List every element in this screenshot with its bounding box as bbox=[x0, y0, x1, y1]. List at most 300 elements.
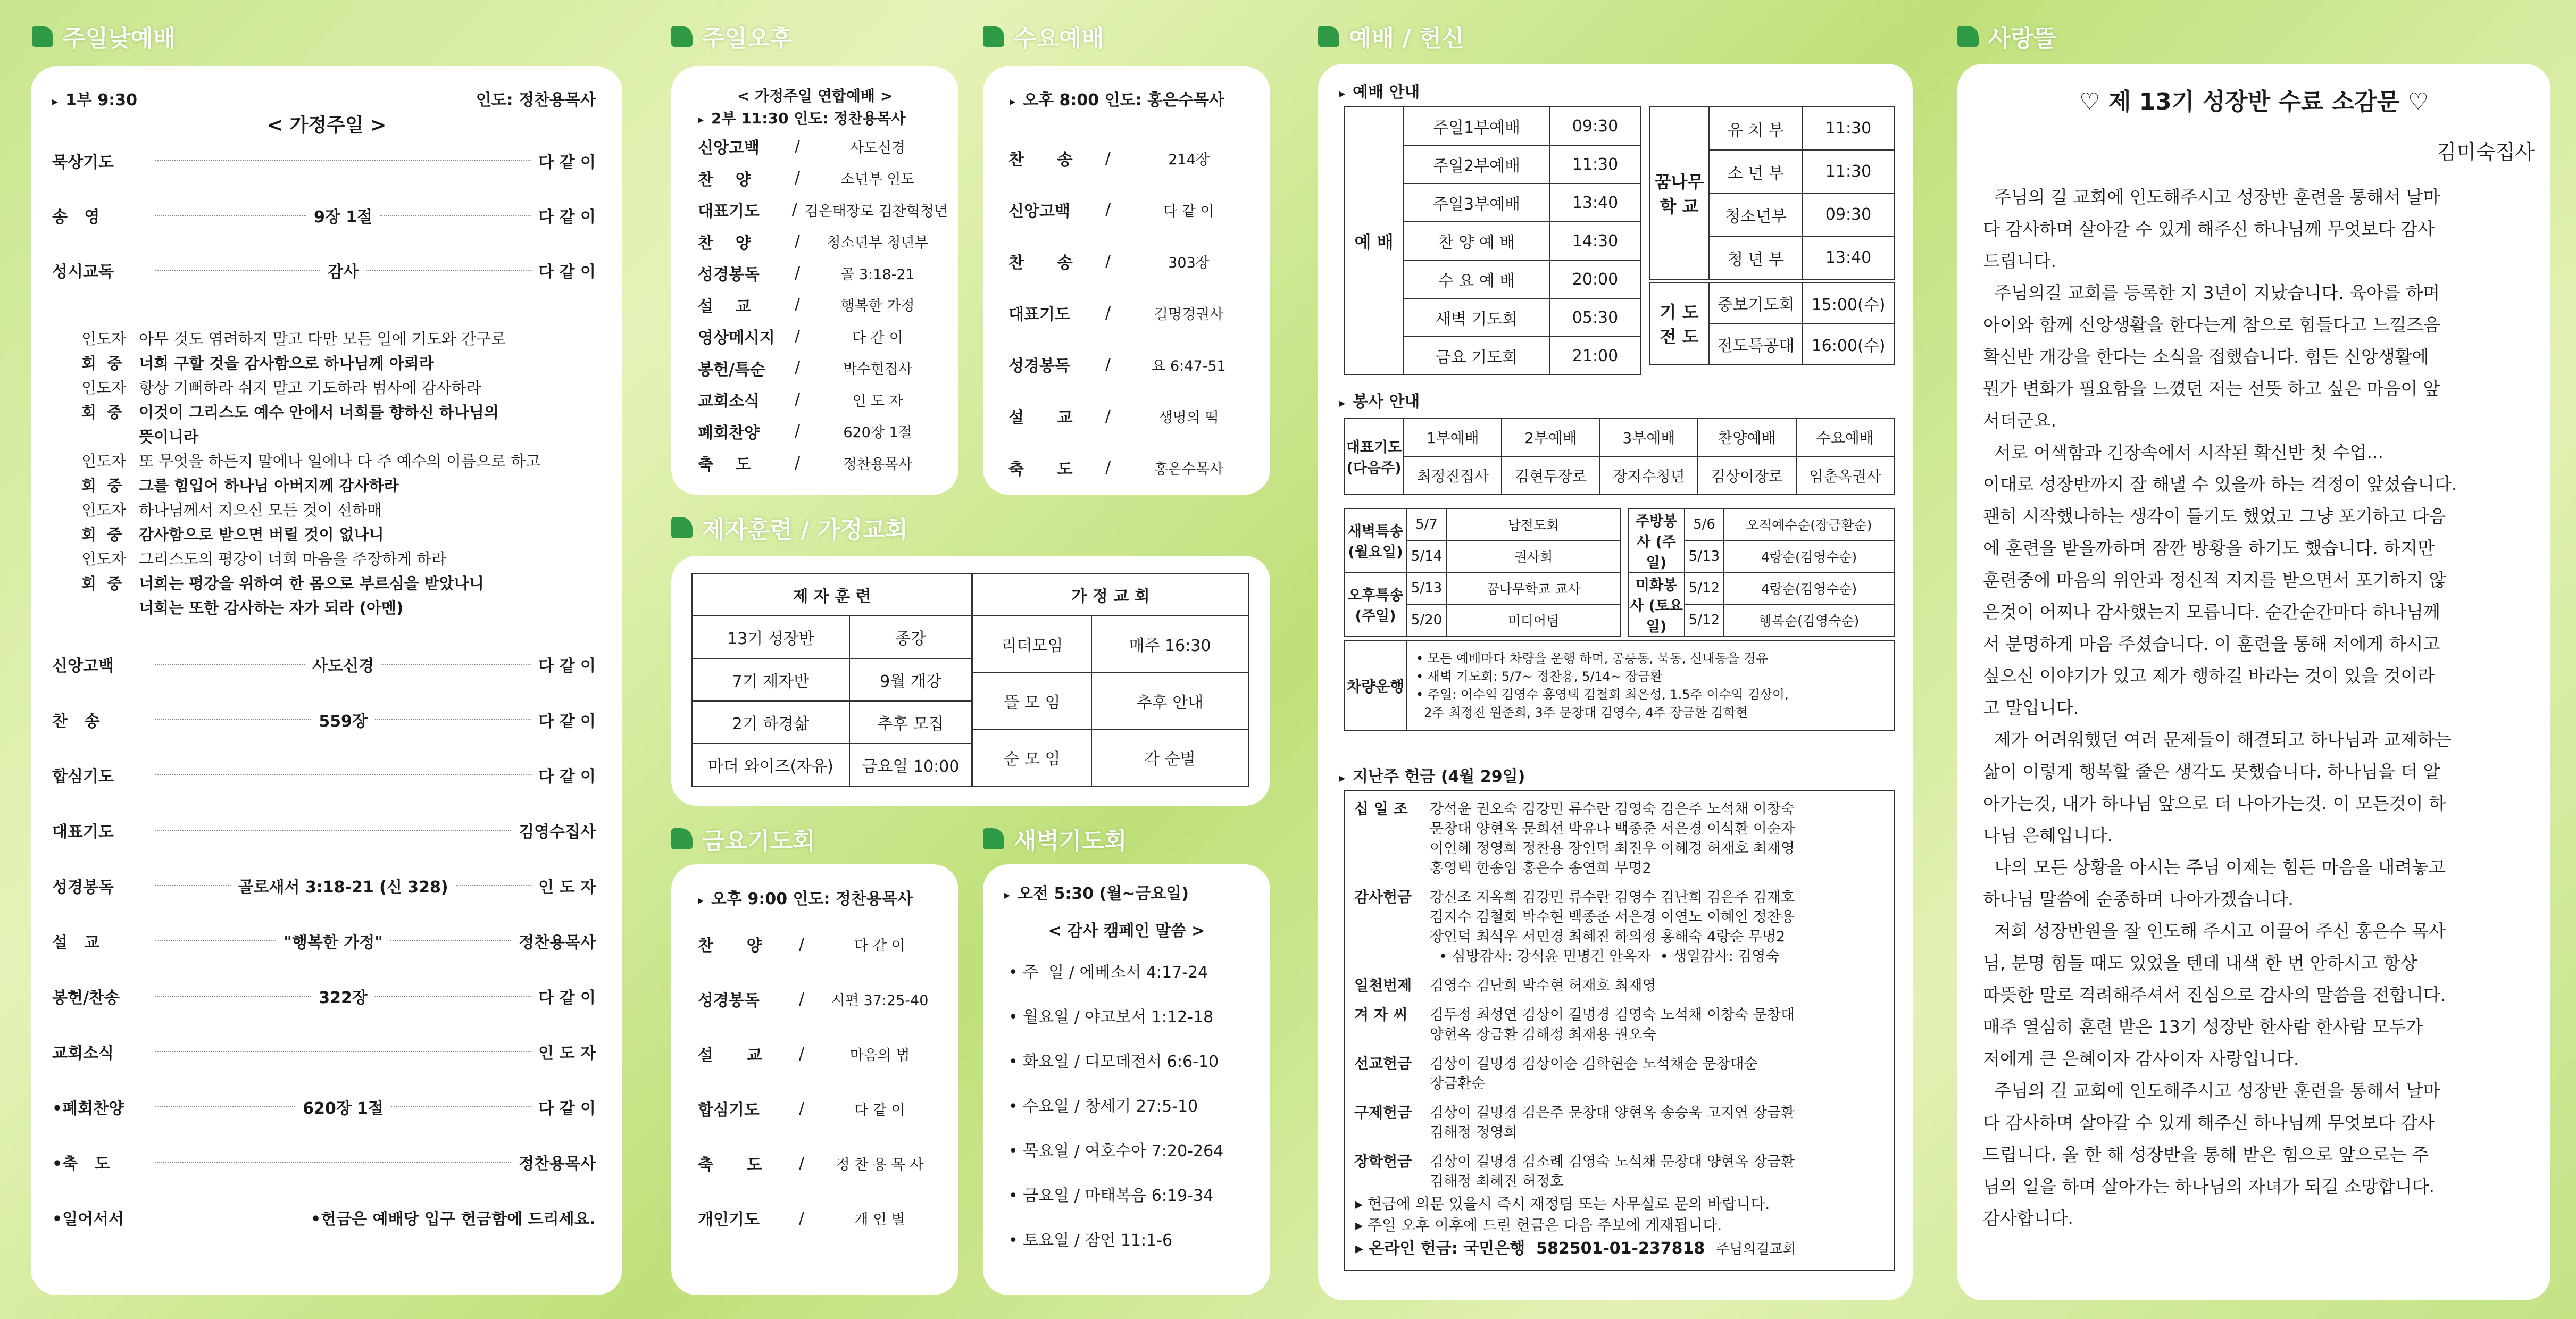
testimony-line: 고 말입니다. bbox=[1983, 697, 2079, 718]
schedule-group: 꿈나무 학 교 bbox=[1649, 107, 1709, 279]
table-row bbox=[973, 729, 1248, 786]
housechurch-header: 가 정 교 회 bbox=[973, 573, 1248, 616]
offering-names: 김상이 길명경 김소례 김영숙 노석채 문창대 양현옥 장금환 bbox=[1430, 1154, 1795, 1170]
order-leader-name: 다 같 이 bbox=[538, 712, 596, 731]
table-cell: 7기 제자반 bbox=[692, 658, 849, 701]
order-leader-name: 김영수집사 bbox=[519, 823, 596, 841]
order-leader-name: 정찬용목사 bbox=[519, 933, 596, 952]
offering-names: 김상이 길명경 김상이순 김학현순 노석채순 문창대순 bbox=[1430, 1056, 1758, 1072]
testimony-line: 하나님 말씀에 순종하며 나아가겠습니다. bbox=[1983, 889, 2294, 909]
order-slash: / bbox=[1105, 355, 1111, 374]
schedule-name: 소 년 부 bbox=[1709, 150, 1803, 193]
volunteer-table bbox=[1628, 508, 1895, 637]
reading-text: 그를 힘입어 하나님 아버지께 감사하라 bbox=[139, 477, 399, 495]
order-slash: / bbox=[795, 327, 801, 346]
leader-dots bbox=[390, 940, 511, 941]
schedule-time: 13:40 bbox=[1549, 183, 1641, 222]
order-slash: / bbox=[795, 137, 801, 156]
order-value: 소년부 인도 bbox=[840, 171, 915, 188]
leader-dots bbox=[155, 830, 511, 831]
testimony-line: 저에게 큰 은혜이자 감사이자 사랑입니다. bbox=[1983, 1048, 2299, 1069]
schedule-name: 중보기도회 bbox=[1709, 282, 1803, 323]
reading-speaker: 회 중 bbox=[81, 525, 122, 544]
order-value: 개 인 별 bbox=[854, 1211, 905, 1228]
table-cell: 순 모 임 bbox=[973, 729, 1091, 786]
order-row bbox=[698, 1151, 948, 1175]
wednesday-card bbox=[983, 66, 1270, 495]
order-slash: / bbox=[1105, 406, 1111, 425]
order-value: 길명경권사 bbox=[1154, 306, 1224, 323]
order-leader bbox=[148, 1095, 538, 1118]
rep-prayer-name: 최정진집사 bbox=[1404, 456, 1502, 495]
reading-speaker bbox=[81, 596, 139, 618]
table-cell: 마더 와이즈(자유) bbox=[692, 744, 849, 786]
order-row bbox=[698, 1097, 948, 1120]
friday-card bbox=[671, 864, 958, 1295]
order-row bbox=[1008, 198, 1260, 221]
schedule-row bbox=[1649, 107, 1894, 150]
afternoon-subheading: ▸ 2부 11:30 인도: 정찬용목사 bbox=[698, 110, 906, 127]
offering-category: 감사헌금 bbox=[1354, 888, 1412, 906]
order-slash: / bbox=[795, 169, 801, 187]
order-item: 322장 bbox=[319, 989, 368, 1007]
order-label: 개인기도 bbox=[698, 1211, 760, 1229]
testimony-line: 훈련중에 마음의 위안과 정신적 지지를 받으면서 포기하지 않 bbox=[1983, 570, 2446, 590]
leader-dots bbox=[155, 1051, 531, 1052]
testimony-line: 서더군요. bbox=[1983, 410, 2057, 431]
order-row bbox=[52, 929, 596, 953]
service-label: 주방봉사 (주일) bbox=[1628, 508, 1685, 572]
schedule-time: 14:30 bbox=[1549, 222, 1641, 260]
service-time: ▸ 1부 9:30 bbox=[52, 91, 137, 110]
vehicle-label: 차량운행 bbox=[1344, 640, 1407, 731]
order-row bbox=[52, 258, 596, 282]
order-item: 골로새서 3:18-21 (신 328) bbox=[238, 878, 448, 897]
testimony-line: 아이와 함께 신앙생활을 한다는게 참으로 힘들다고 느낄즈음 bbox=[1983, 314, 2440, 335]
order-row bbox=[1008, 456, 1260, 479]
order-leader-name: 인 도 자 bbox=[538, 878, 596, 897]
reading-item: • 수요일 / 창세기 27:5-10 bbox=[1008, 1097, 1198, 1116]
order-label: •폐회찬양 bbox=[52, 1099, 124, 1118]
reading-line bbox=[81, 572, 484, 594]
order-value: 마음의 법 bbox=[849, 1047, 910, 1064]
testimony-line: 서로 어색함과 긴장속에서 시작된 확신반 첫 수업... bbox=[1983, 442, 2383, 463]
bank-account: ▸ 온라인 헌금: 국민은행 582501-01-237818 주님의길교회 bbox=[1355, 1239, 1796, 1258]
order-leader-name: 다 같 이 bbox=[538, 263, 596, 281]
table-cell: 각 순별 bbox=[1091, 729, 1248, 786]
schedule-time: 09:30 bbox=[1549, 107, 1641, 145]
reading-speaker: 인도자 bbox=[81, 452, 127, 470]
order-leader-name: 다 같 이 bbox=[538, 657, 596, 675]
order-row bbox=[52, 819, 596, 842]
order-slash: / bbox=[799, 1099, 805, 1118]
order-value: 요 6:47-51 bbox=[1152, 357, 1226, 374]
order-row bbox=[1008, 146, 1260, 170]
order-label: 찬 송 bbox=[52, 712, 100, 731]
section-title-sunday-afternoon: 주일오후 bbox=[671, 19, 793, 53]
table-row bbox=[692, 701, 972, 744]
service-date: 5/13 bbox=[1685, 540, 1724, 572]
order-leader bbox=[148, 874, 538, 897]
order-slash: / bbox=[1105, 458, 1111, 477]
order-row bbox=[698, 293, 948, 316]
leader-dots bbox=[375, 996, 531, 997]
service-date: 5/12 bbox=[1685, 572, 1724, 604]
order-label: 봉헌/특순 bbox=[698, 360, 765, 379]
schedule-group: 기 도 전 도 bbox=[1649, 282, 1709, 364]
leader-dots bbox=[155, 940, 276, 941]
reading-speaker: 회 중 bbox=[81, 477, 122, 495]
testimony-line: 서 분명하게 마음 주셨습니다. 이 훈련을 통해 저에게 하시고 bbox=[1983, 633, 2440, 654]
testimony-line: 은것이 어찌나 감사했는지 모릅니다. 순간순간마다 하나님께 bbox=[1983, 602, 2440, 622]
order-leader-name: 다 같 이 bbox=[538, 153, 596, 172]
service-label: 미화봉사 (토요일) bbox=[1628, 572, 1685, 636]
reading-text: 감사함으로 받으면 버릴 것이 없나니 bbox=[139, 525, 384, 544]
section-title-discipleship: 제자훈련 / 가정교회 bbox=[671, 511, 908, 545]
rep-prayer-name: 장지수청년 bbox=[1600, 456, 1698, 495]
reading-item: • 화요일 / 디모데전서 6:6-10 bbox=[1008, 1053, 1219, 1071]
order-row bbox=[698, 987, 948, 1011]
order-label: 대표기도 bbox=[698, 202, 760, 221]
order-value: 정 찬 용 목 사 bbox=[836, 1156, 924, 1173]
section-title-dawn: 새벽기도회 bbox=[983, 822, 1127, 856]
schedule-name: 금요 기도회 bbox=[1404, 337, 1549, 375]
testimony-line: 주님의 길 교회에 인도해주시고 성장반 훈련을 통해서 날마 bbox=[1983, 187, 2440, 207]
vehicle-info bbox=[1407, 640, 1894, 731]
order-value: 골 3:18-21 bbox=[840, 266, 915, 283]
schedule-name: 주일3부예배 bbox=[1404, 183, 1549, 222]
leader-dots bbox=[155, 1162, 511, 1163]
order-label: 봉헌/찬송 bbox=[52, 989, 120, 1007]
order-slash: / bbox=[799, 934, 805, 954]
section-icon bbox=[671, 517, 693, 538]
order-slash: / bbox=[1105, 252, 1111, 271]
order-row bbox=[698, 166, 948, 190]
discipleship-card bbox=[671, 556, 1270, 806]
reading-line bbox=[81, 596, 403, 618]
order-label: 축 도 bbox=[698, 1156, 762, 1174]
section-icon bbox=[1318, 26, 1339, 47]
reading-speaker bbox=[81, 425, 139, 447]
offering-names: 장금환순 bbox=[1430, 1075, 1486, 1092]
order-leader bbox=[148, 258, 538, 282]
service-team: 4랑순(김영수순) bbox=[1724, 540, 1894, 572]
order-value: 김은태장로 김찬혁청년 bbox=[804, 203, 948, 220]
order-row bbox=[52, 1095, 596, 1118]
reading-speaker: 인도자 bbox=[81, 501, 127, 519]
testimony-line: 삶이 이렇게 행복할 줄은 생각도 못했습니다. 하나님을 더 알 bbox=[1983, 761, 2440, 782]
schedule-name: 새벽 기도회 bbox=[1404, 298, 1549, 337]
rep-prayer-table bbox=[1344, 418, 1895, 495]
order-label: 성경봉독 bbox=[698, 265, 760, 284]
order-slash: / bbox=[799, 1044, 805, 1063]
service-team: 꿈나무학교 교사 bbox=[1446, 572, 1621, 604]
dawn-subheading: < 감사 캠페인 말씀 > bbox=[1048, 922, 1205, 940]
offering-names: • 심방감사: 강석윤 민병건 안옥자 • 생일감사: 김영숙 bbox=[1430, 948, 1780, 965]
schedule-time: 11:30 bbox=[1549, 145, 1641, 183]
order-row bbox=[698, 388, 948, 411]
order-value: 정찬용목사 bbox=[843, 456, 913, 473]
order-item: 감사 bbox=[328, 263, 359, 281]
order-leader bbox=[148, 1051, 538, 1052]
order-slash: / bbox=[799, 989, 805, 1008]
order-label: 설 교 bbox=[52, 933, 100, 952]
testimony-line: 다 감사하며 살아갈 수 있게 해주신 하나님께 무엇보다 감사 bbox=[1983, 1112, 2435, 1133]
order-row bbox=[52, 874, 596, 897]
testimony-line: 주님의길 교회를 등록한 지 3년이 지났습니다. 육아를 하며 bbox=[1983, 282, 2440, 303]
service-date: 5/12 bbox=[1685, 604, 1724, 636]
service-team: 남전도회 bbox=[1446, 508, 1621, 540]
order-leader bbox=[148, 160, 538, 161]
wednesday-heading: ▸ 오후 8:00 인도: 홍은수목사 bbox=[1010, 91, 1224, 110]
schedule-time: 21:00 bbox=[1549, 337, 1641, 375]
order-row bbox=[52, 1150, 596, 1174]
reading-item: • 목요일 / 여호수아 7:20-264 bbox=[1008, 1142, 1224, 1161]
testimony-line: 저희 성장반원을 잘 인도해 주시고 이끌어 주신 홍은수 목사 bbox=[1983, 921, 2446, 941]
offering-names: 김해정 최혜진 허정호 bbox=[1430, 1173, 1564, 1190]
testimony-card bbox=[1957, 64, 2550, 1300]
order-label: 신앙고백 bbox=[52, 657, 114, 675]
reading-line bbox=[81, 352, 434, 373]
prayer-schedule-table bbox=[1649, 282, 1895, 365]
rep-prayer-name: 임춘옥권사 bbox=[1796, 456, 1894, 495]
order-leader-name: •헌금은 예배당 입구 헌금함에 드리세요. bbox=[310, 1210, 596, 1229]
offering-category: 구제헌금 bbox=[1354, 1104, 1412, 1121]
order-label: 설 교 bbox=[698, 1046, 762, 1065]
testimony-line: 님의 일을 하며 살아가는 하나님의 자녀가 되길 소망합니다. bbox=[1983, 1176, 2435, 1197]
rep-prayer-name: 김현두장로 bbox=[1502, 456, 1599, 495]
schedule-name: 청소년부 bbox=[1709, 193, 1803, 236]
service-date: 5/20 bbox=[1407, 604, 1446, 636]
offering-names: 김상이 길명경 김은주 문창대 양현옥 송승욱 고지연 장금환 bbox=[1430, 1105, 1795, 1121]
reading-line bbox=[81, 425, 198, 447]
testimony-line: 제가 어려워했던 여러 문제들이 해결되고 하나님과 교제하는 bbox=[1983, 729, 2452, 750]
order-row bbox=[52, 1206, 596, 1229]
order-label: 찬 송 bbox=[1008, 254, 1073, 272]
service-row bbox=[1628, 572, 1894, 604]
order-leader-name: 다 같 이 bbox=[538, 767, 596, 786]
section-title-sunday-worship: 주일낮예배 bbox=[32, 19, 176, 53]
testimony-line: 뭔가 변화가 필요함을 느꼈던 저는 선뜻 하고 싶은 마음이 앞 bbox=[1983, 378, 2440, 399]
theme-title: < 가정주일 > bbox=[266, 114, 387, 136]
reading-line bbox=[81, 474, 399, 496]
schedule-row bbox=[1649, 282, 1894, 323]
order-value: 행복한 가정 bbox=[840, 298, 915, 314]
order-label: 찬 양 bbox=[698, 233, 751, 253]
order-label: 신앙고백 bbox=[698, 139, 760, 157]
order-label: 합심기도 bbox=[698, 1101, 760, 1120]
order-row bbox=[698, 451, 948, 474]
order-item: 9장 1절 bbox=[314, 208, 373, 227]
leader-dots bbox=[155, 885, 231, 886]
order-leader-name: 정찬용목사 bbox=[519, 1155, 596, 1173]
service-team: 4랑순(김영수순) bbox=[1724, 572, 1894, 604]
order-label: 묵상기도 bbox=[52, 153, 114, 172]
section-title-love-garden: 사랑뜰 bbox=[1957, 19, 2056, 53]
rep-prayer-service: 찬양예배 bbox=[1698, 418, 1796, 456]
vehicle-line: • 새벽 기도회: 5/7~ 정찬용, 5/14~ 장금환 bbox=[1416, 669, 1663, 684]
order-label: 성시교독 bbox=[52, 263, 114, 281]
schedule-time: 11:30 bbox=[1803, 150, 1894, 193]
offering-category: 선교헌금 bbox=[1354, 1055, 1412, 1072]
order-leader bbox=[148, 984, 538, 1008]
order-value: 214장 bbox=[1168, 151, 1210, 168]
order-label: 교회소식 bbox=[52, 1044, 114, 1063]
testimony-line: 나님 은혜입니다. bbox=[1983, 825, 2113, 846]
offering-names: 장인덕 최석우 서민경 최혜진 하의정 홍해숙 4랑순 무명2 bbox=[1430, 929, 1786, 945]
friday-heading: ▸ 오후 9:00 인도: 정찬용목사 bbox=[698, 890, 913, 908]
schedule-row bbox=[1344, 107, 1641, 145]
reading-line bbox=[81, 449, 540, 471]
order-value: 다 같 이 bbox=[1163, 203, 1214, 220]
leader-dots bbox=[155, 160, 531, 161]
order-label: 송 영 bbox=[52, 208, 100, 227]
schedule-time: 16:00(수) bbox=[1803, 323, 1894, 364]
reading-line bbox=[81, 498, 382, 520]
order-value: 다 같 이 bbox=[852, 329, 903, 346]
order-row bbox=[52, 1040, 596, 1063]
order-item: 620장 1절 bbox=[303, 1099, 384, 1118]
order-row bbox=[52, 204, 596, 227]
leader-dots bbox=[155, 270, 320, 271]
order-label: •축 도 bbox=[52, 1155, 110, 1173]
schedule-group: 예 배 bbox=[1344, 107, 1404, 375]
table-row bbox=[692, 658, 972, 701]
order-value: 다 같 이 bbox=[854, 937, 905, 954]
order-leader bbox=[148, 774, 538, 775]
order-slash: / bbox=[795, 358, 801, 377]
leader-dots bbox=[155, 719, 311, 720]
section-icon bbox=[32, 26, 53, 47]
offering-label: ▸ 지난주 헌금 (4월 29일) bbox=[1339, 767, 1525, 786]
discipleship-table bbox=[691, 573, 972, 787]
offering-names: 김두정 최성연 김상이 길명경 김영숙 노석채 이창숙 문창대 bbox=[1430, 1007, 1795, 1023]
sunday-worship-card bbox=[31, 66, 622, 1295]
order-leader-name: 다 같 이 bbox=[538, 989, 596, 1007]
testimony-line: 주님의 길 교회에 인도해주시고 성장반 훈련을 통해서 날마 bbox=[1983, 1080, 2440, 1101]
service-team: 권사회 bbox=[1446, 540, 1621, 572]
reading-item: • 토요일 / 잠언 11:1-6 bbox=[1008, 1231, 1173, 1250]
vehicle-table bbox=[1344, 640, 1895, 731]
order-row bbox=[1008, 404, 1260, 428]
order-slash: / bbox=[1105, 148, 1111, 168]
housechurch-table bbox=[972, 573, 1249, 787]
schedule-time: 15:00(수) bbox=[1803, 282, 1894, 323]
order-slash: / bbox=[799, 1154, 805, 1173]
order-leader bbox=[148, 830, 519, 831]
reading-speaker: 인도자 bbox=[81, 550, 127, 568]
offering-names: 김지수 김철회 박수현 백종준 서은경 이연노 이혜인 정찬용 bbox=[1430, 909, 1795, 925]
reading-line bbox=[81, 327, 506, 349]
order-slash: / bbox=[1105, 303, 1111, 322]
order-label: •일어서서 bbox=[52, 1210, 124, 1229]
schedule-time: 05:30 bbox=[1549, 298, 1641, 337]
offering-note: ▸ 주일 오후 이후에 드린 헌금은 다음 주보에 게재됩니다. bbox=[1355, 1216, 1722, 1234]
order-leader bbox=[148, 708, 538, 731]
order-row bbox=[698, 356, 948, 380]
order-label: 성경봉독 bbox=[698, 991, 760, 1010]
order-leader bbox=[148, 653, 538, 676]
vehicle-line: 2주 최정진 원준희, 3주 문창대 김영수, 4주 장금환 김학현 bbox=[1416, 705, 1748, 720]
order-item: 사도신경 bbox=[312, 657, 374, 675]
offering-names: 문창대 양현옥 문희선 박유나 백종준 서은경 이석환 이순자 bbox=[1430, 821, 1795, 837]
order-leader-name: 다 같 이 bbox=[538, 208, 596, 227]
table-cell: 뜰 모 임 bbox=[973, 673, 1091, 730]
order-slash: / bbox=[799, 1208, 805, 1228]
reading-line bbox=[81, 400, 499, 422]
order-slash: / bbox=[795, 422, 801, 440]
order-label: 신앙고백 bbox=[1008, 202, 1070, 221]
service-team: 행복순(김영숙순) bbox=[1724, 604, 1894, 636]
testimony-line: 아가는것, 내가 하나님 앞으로 더 나아가는것. 이 모든것이 하 bbox=[1983, 793, 2446, 814]
reading-speaker: 회 중 bbox=[81, 403, 122, 421]
order-label: 설 교 bbox=[698, 297, 751, 316]
schedule-name: 청 년 부 bbox=[1709, 236, 1803, 279]
leader-dots bbox=[380, 215, 531, 216]
vehicle-line: • 모든 예배마다 차량을 운행 하며, 공릉동, 묵동, 신내동을 경유 bbox=[1416, 651, 1769, 666]
table-row bbox=[692, 744, 972, 786]
section-icon bbox=[983, 828, 1004, 849]
order-slash: / bbox=[795, 263, 801, 282]
reading-speaker: 회 중 bbox=[81, 354, 122, 372]
order-leader bbox=[148, 204, 538, 227]
offering-category: 십 일 조 bbox=[1354, 800, 1408, 817]
leader-dots bbox=[381, 664, 531, 665]
worship-guide-label: ▸ 예배 안내 bbox=[1339, 83, 1420, 102]
table-cell: 9월 개강 bbox=[849, 658, 972, 701]
section-icon bbox=[671, 828, 693, 849]
order-value: 620장 1절 bbox=[843, 424, 912, 441]
table-cell: 종강 bbox=[849, 616, 972, 658]
leader-dots bbox=[391, 1106, 531, 1107]
order-row bbox=[698, 198, 948, 221]
table-row bbox=[973, 673, 1248, 730]
vehicle-line: • 주일: 이수익 김영수 홍영택 김철회 최은성, 1.5주 이수익 김상이, bbox=[1416, 687, 1789, 702]
order-label: 성경봉독 bbox=[52, 878, 114, 897]
order-slash: / bbox=[795, 390, 801, 409]
order-label: 설 교 bbox=[1008, 408, 1073, 427]
order-label: 찬 양 bbox=[698, 170, 751, 189]
order-row bbox=[1008, 353, 1260, 376]
leader-dots bbox=[456, 885, 531, 886]
order-row bbox=[698, 324, 948, 348]
table-cell: 2기 하경삶 bbox=[692, 701, 849, 744]
section-title-wednesday: 수요예배 bbox=[983, 19, 1104, 53]
leader-dots bbox=[155, 1106, 295, 1107]
service-date: 5/6 bbox=[1685, 508, 1724, 540]
order-row bbox=[52, 653, 596, 676]
order-row bbox=[698, 932, 948, 956]
special-music-table bbox=[1344, 508, 1621, 637]
schedule-time: 11:30 bbox=[1803, 107, 1894, 150]
rep-prayer-service: 3부예배 bbox=[1600, 418, 1698, 456]
reading-text: 아무 것도 염려하지 말고 다만 모든 일에 기도와 간구로 bbox=[139, 330, 506, 348]
leader-dots bbox=[155, 215, 306, 216]
table-row bbox=[692, 616, 972, 658]
reading-text: 하나님께서 지으신 모든 것이 선하매 bbox=[139, 501, 382, 519]
testimony-line: 괜히 시작했나하는 생각이 들기도 했었고 그냥 포기하고 다음 bbox=[1983, 506, 2446, 527]
table-row bbox=[973, 616, 1248, 673]
leader-dots bbox=[155, 996, 311, 997]
testimony-author: 김미숙집사 bbox=[2437, 140, 2535, 164]
schedule-time: 13:40 bbox=[1803, 236, 1894, 279]
testimony-heading: ♡ 제 13기 성장반 수료 소감문 ♡ bbox=[2079, 88, 2429, 115]
schedule-name: 찬 양 예 배 bbox=[1404, 222, 1549, 260]
table-cell: 13기 성장반 bbox=[692, 616, 849, 658]
reading-item: • 금요일 / 마태복음 6:19-34 bbox=[1008, 1187, 1214, 1205]
order-label: 축 도 bbox=[1008, 460, 1073, 479]
order-label: 찬 송 bbox=[1008, 151, 1073, 169]
